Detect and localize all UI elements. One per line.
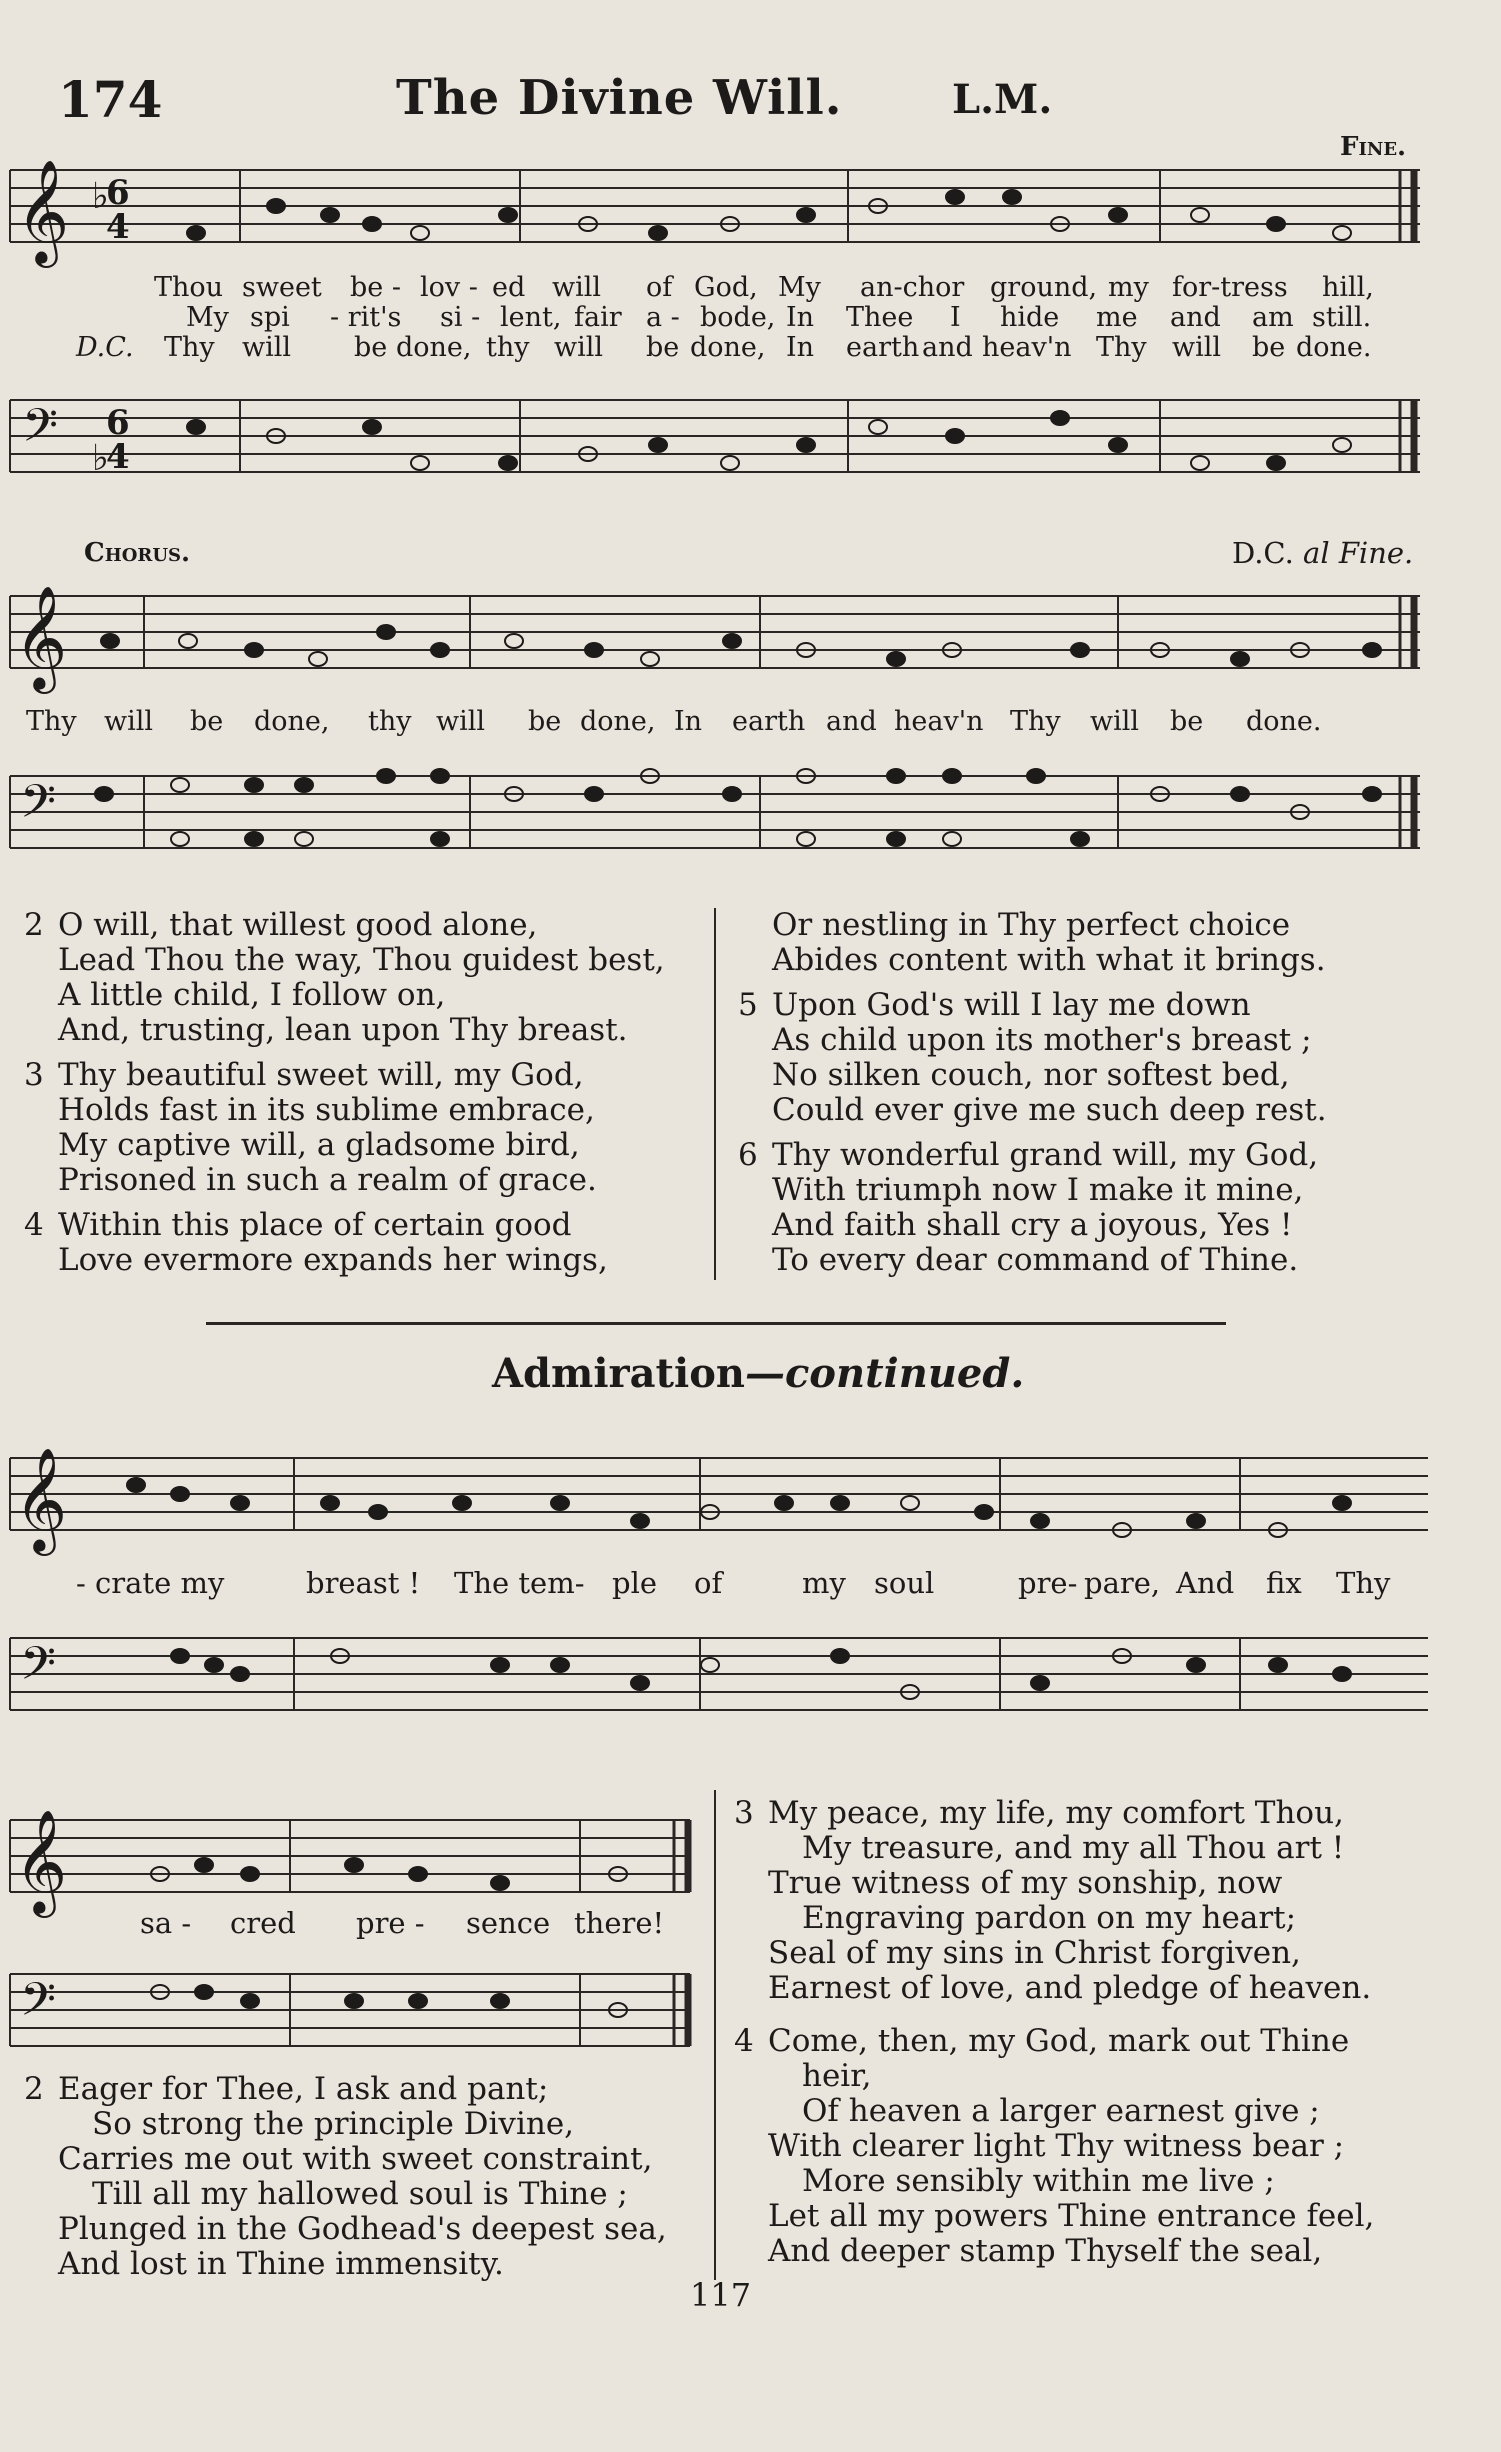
lyric-syllable: will — [552, 272, 602, 303]
svg-text:𝄢: 𝄢 — [22, 399, 59, 464]
lyric-syllable: My — [778, 272, 821, 303]
lyric-syllable: In — [674, 706, 703, 737]
lyric-syllable: be — [1170, 706, 1204, 737]
lyric-syllable: pre - — [356, 1906, 425, 1940]
lyric-syllable: breast ! — [306, 1566, 421, 1600]
lyric-syllable: be — [190, 706, 224, 737]
lyric-syllable: be — [646, 332, 680, 363]
lyric-syllable: soul — [874, 1566, 935, 1600]
svg-text:𝄢: 𝄢 — [20, 775, 57, 840]
verse-line: Earnest of love, and pledge of heaven. — [768, 1970, 1372, 2006]
lyric-syllable: si - — [440, 302, 481, 333]
verse-line: Carries me out with sweet constraint, — [58, 2141, 653, 2177]
lyric-syllable: In — [786, 302, 815, 333]
lyric-syllable: ed — [492, 272, 526, 303]
verse-line: 2 Eager for Thee, I ask and pant; — [24, 2071, 549, 2107]
lyric-syllable: my — [1108, 272, 1149, 303]
section-title: Admiration—continued. — [492, 1350, 1025, 1397]
svg-text:♭: ♭ — [92, 176, 109, 217]
lyric-syllable: done, — [396, 332, 472, 363]
verse-line: Lead Thou the way, Thou guidest best, — [58, 942, 665, 978]
lyric-syllable: - rit's — [330, 302, 402, 333]
verse-line: Could ever give me such deep rest. — [772, 1092, 1327, 1128]
svg-text:6: 6 — [106, 173, 130, 213]
lyric-syllable: - crate my — [76, 1566, 225, 1600]
lyric-syllable: The tem- — [454, 1566, 585, 1600]
lyric-syllable: I — [950, 302, 961, 333]
verse-line: 4 Within this place of certain good — [24, 1207, 572, 1243]
lyric-syllable: done, — [254, 706, 330, 737]
staff-bass-admiration-1 — [0, 1598, 1501, 1738]
lyric-syllable: be — [354, 332, 388, 363]
lyric-syllable: my — [802, 1566, 846, 1600]
svg-text:♭: ♭ — [92, 438, 109, 479]
svg-text:𝄞: 𝄞 — [14, 1809, 68, 1914]
fine-label: Fine. — [1340, 132, 1407, 162]
lyric-syllable: done, — [580, 706, 656, 737]
verse-line: 4 Come, then, my God, mark out Thine — [734, 2023, 1350, 2059]
verse-line: Holds fast in its sublime embrace, — [58, 1092, 595, 1128]
lyric-syllable: and — [922, 332, 973, 363]
lyric-syllable: am — [1252, 302, 1294, 333]
lyric-syllable: And — [1176, 1566, 1235, 1600]
lyric-syllable: Thy — [1096, 332, 1147, 363]
lyric-syllable: sa - — [140, 1906, 192, 1940]
lyric-syllable: lent, — [500, 302, 562, 333]
lyric-syllable: sweet — [242, 272, 322, 303]
verse-line: 6 Thy wonderful grand will, my God, — [738, 1137, 1319, 1173]
lyric-syllable: Thy — [1336, 1566, 1391, 1600]
verse-line: My captive will, a gladsome bird, — [58, 1127, 580, 1163]
staff-treble-chorus — [0, 556, 1501, 696]
verse-line: Abides content with what it brings. — [772, 942, 1326, 978]
lyric-syllable: God, — [694, 272, 758, 303]
admiration-verses-left — [24, 2072, 667, 2282]
chorus-label: Chorus. — [84, 538, 191, 568]
dc-al-fine: D.C. al Fine. — [1232, 536, 1414, 570]
lyric-syllable: be — [528, 706, 562, 737]
lyric-syllable: hide — [1000, 302, 1060, 333]
lyric-syllable: ple — [612, 1566, 658, 1600]
verse-line: And lost in Thine immensity. — [58, 2246, 504, 2282]
svg-text:𝄢: 𝄢 — [20, 1637, 57, 1702]
verse-line: 3 Thy beautiful sweet will, my God, — [24, 1057, 584, 1093]
column-divider-2 — [714, 1790, 716, 2280]
staff-bass-1 — [0, 360, 1501, 510]
svg-text:𝄞: 𝄞 — [14, 1447, 68, 1552]
lyric-syllable: ground, — [990, 272, 1098, 303]
verses-left-column — [24, 908, 665, 1278]
lyric-syllable: Thy — [26, 706, 77, 737]
lyric-syllable: Thy — [1010, 706, 1061, 737]
column-divider — [714, 908, 716, 1280]
lyric-syllable: cred — [230, 1906, 296, 1940]
svg-text:6: 6 — [106, 403, 130, 443]
verse-line: And deeper stamp Thyself the seal, — [768, 2233, 1323, 2269]
section-divider — [206, 1322, 1226, 1325]
lyric-syllable: lov - — [420, 272, 478, 303]
lyric-syllable: still. — [1312, 302, 1372, 333]
staff-bass-admiration-2 — [0, 1934, 720, 2074]
lyric-syllable: Thou — [154, 272, 224, 303]
staff-treble-1 — [0, 130, 1501, 270]
lyric-syllable: earth — [732, 706, 806, 737]
verse-line: Prisoned in such a realm of grace. — [58, 1162, 597, 1198]
lyric-syllable: My — [186, 302, 229, 333]
verse-line: Engraving pardon on my heart; — [802, 1900, 1297, 1936]
lyric-syllable: hill, — [1322, 272, 1374, 303]
lyric-syllable: done. — [1246, 706, 1322, 737]
hymn-number: 174 — [58, 70, 163, 129]
lyric-syllable: an-chor — [860, 272, 965, 303]
lyric-syllable: earth — [846, 332, 920, 363]
svg-text:𝄞: 𝄞 — [14, 585, 68, 690]
verse-line: 2 O will, that willest good alone, — [24, 907, 538, 943]
verse-line: True witness of my sonship, now — [768, 1865, 1283, 1901]
lyric-syllable: pre- — [1018, 1566, 1078, 1600]
hymn-meter: L.M. — [952, 76, 1053, 123]
lyric-syllable: Thee — [846, 302, 914, 333]
lyric-syllable: there! — [574, 1906, 665, 1940]
lyric-syllable: heav'n — [894, 706, 984, 737]
verse-line: Plunged in the Godhead's deepest sea, — [58, 2211, 667, 2247]
verse-line: With clearer light Thy witness bear ; — [768, 2128, 1345, 2164]
lyric-syllable: thy — [486, 332, 530, 363]
verse-line: As child upon its mother's breast ; — [772, 1022, 1312, 1058]
verse-line: My treasure, and my all Thou art ! — [802, 1830, 1345, 1866]
verse-line: So strong the principle Divine, — [92, 2106, 575, 2142]
lyric-syllable: will — [554, 332, 604, 363]
verse-line: 5 Upon God's will I lay me down — [738, 987, 1251, 1023]
staff-bass-chorus — [0, 736, 1501, 876]
verse-line: No silken couch, nor softest bed, — [772, 1057, 1290, 1093]
lyric-syllable: me — [1096, 302, 1138, 333]
verse-line: Let all my powers Thine entrance feel, — [768, 2198, 1375, 2234]
verse-line: Of heaven a larger earnest give ; — [802, 2093, 1320, 2129]
lyric-syllable: will — [242, 332, 292, 363]
lyric-syllable: fix — [1266, 1566, 1302, 1600]
lyric-syllable: done, — [690, 332, 766, 363]
lyric-syllable: sence — [466, 1906, 551, 1940]
verse-line: Love evermore expands her wings, — [58, 1242, 608, 1278]
lyric-syllable: of — [646, 272, 673, 303]
lyric-syllable: of — [694, 1566, 723, 1600]
lyric-syllable: and — [826, 706, 877, 737]
verse-line: Or nestling in Thy perfect choice — [772, 907, 1291, 943]
lyric-syllable: will — [1172, 332, 1222, 363]
lyric-syllable: for-tress — [1172, 272, 1288, 303]
lyric-syllable: be — [1252, 332, 1286, 363]
lyric-syllable: will — [436, 706, 486, 737]
lyric-syllable: fair — [574, 302, 622, 333]
verse-line: Seal of my sins in Christ forgiven, — [768, 1935, 1301, 1971]
staff-treble-admiration-2 — [0, 1780, 720, 1920]
lyric-syllable: will — [104, 706, 154, 737]
verse-line: More sensibly within me live ; — [802, 2163, 1275, 2199]
staff-treble-admiration-1 — [0, 1418, 1501, 1558]
verse-line: To every dear command of Thine. — [772, 1242, 1299, 1278]
page-number: 117 — [690, 2276, 752, 2314]
verse-line: Till all my hallowed soul is Thine ; — [92, 2176, 628, 2212]
verse-line: heir, — [802, 2058, 872, 2094]
svg-text:𝄞: 𝄞 — [16, 159, 70, 264]
lyric-syllable: done. — [1296, 332, 1372, 363]
lyric-syllable: bode, — [700, 302, 776, 333]
svg-text:4: 4 — [106, 207, 130, 247]
lyric-syllable: pare, — [1084, 1566, 1161, 1600]
verse-line: A little child, I follow on, — [58, 977, 446, 1013]
lyric-syllable: a - — [646, 302, 680, 333]
lyric-syllable: thy — [368, 706, 412, 737]
lyric-syllable: In — [786, 332, 815, 363]
hymn-title: The Divine Will. — [396, 70, 843, 126]
lyric-syllable: be - — [350, 272, 401, 303]
svg-text:4: 4 — [106, 437, 130, 477]
lyric-dc-marker: D.C. — [76, 332, 134, 363]
verses-right-column — [738, 908, 1327, 1278]
verse-line: And faith shall cry a joyous, Yes ! — [772, 1207, 1293, 1243]
verse-line: With triumph now I make it mine, — [772, 1172, 1304, 1208]
lyric-syllable: and — [1170, 302, 1221, 333]
verse-line: And, trusting, lean upon Thy breast. — [58, 1012, 628, 1048]
verse-line: 3 My peace, my life, my comfort Thou, — [734, 1795, 1344, 1831]
lyric-syllable: Thy — [164, 332, 215, 363]
lyric-syllable: heav'n — [982, 332, 1072, 363]
lyric-syllable: spi — [250, 302, 290, 333]
lyric-syllable: will — [1090, 706, 1140, 737]
admiration-verses-right — [734, 1796, 1374, 2269]
svg-text:𝄢: 𝄢 — [20, 1973, 57, 2038]
